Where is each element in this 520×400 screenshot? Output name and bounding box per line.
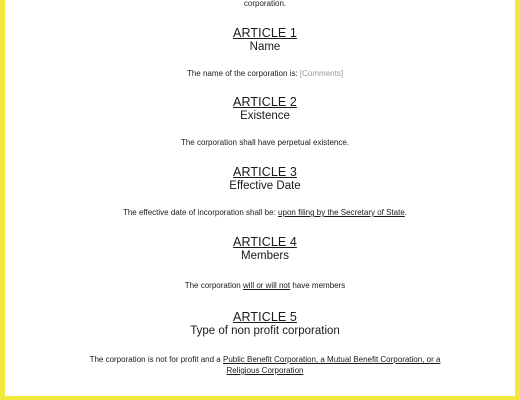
effective-date-value: upon filing by the Secretary of State xyxy=(278,208,405,217)
article-1-subtitle: Name xyxy=(249,41,281,53)
comments-field[interactable]: [Comments] xyxy=(299,69,344,78)
article-2-title: ARTICLE 2 xyxy=(233,95,297,109)
article-3-body xyxy=(10,208,520,217)
document-page xyxy=(10,0,520,396)
article-5-title: ARTICLE 5 xyxy=(233,310,297,324)
article-2-body: The corporation shall have perpetual existence. xyxy=(180,138,350,147)
intro-text: corporation. xyxy=(243,0,287,8)
members-option: will or will not xyxy=(242,281,291,290)
article-5-body-line-2 xyxy=(10,366,520,375)
article-5-body-text: The corporation is not for profit and a xyxy=(89,355,221,364)
article-4-title: ARTICLE 4 xyxy=(233,235,297,249)
article-2-subtitle: Existence xyxy=(240,110,290,122)
article-1-title: ARTICLE 1 xyxy=(233,26,297,40)
article-3-title: ARTICLE 3 xyxy=(233,165,297,179)
article-4-body-after: have members xyxy=(292,281,346,290)
article-3-body-end: . xyxy=(404,208,408,217)
article-4-body-before: The corporation xyxy=(184,281,241,290)
article-3-body-text: The effective date of incorporation shall be: xyxy=(122,208,276,217)
article-4-body xyxy=(10,281,520,290)
article-4-subtitle: Members xyxy=(241,250,289,262)
article-1-body-text: The name of the corporation is: xyxy=(186,69,298,78)
corporation-type-options: Public Benefit Corporation, a Mutual Benefit Corporation, or a xyxy=(222,355,441,364)
article-3-subtitle: Effective Date xyxy=(229,180,301,192)
article-5-body-line-1 xyxy=(10,355,520,364)
article-5-subtitle: Type of non profit corporation xyxy=(190,325,340,337)
article-1-body xyxy=(10,69,520,78)
corporation-type-religious: Religious Corporation xyxy=(226,366,304,375)
